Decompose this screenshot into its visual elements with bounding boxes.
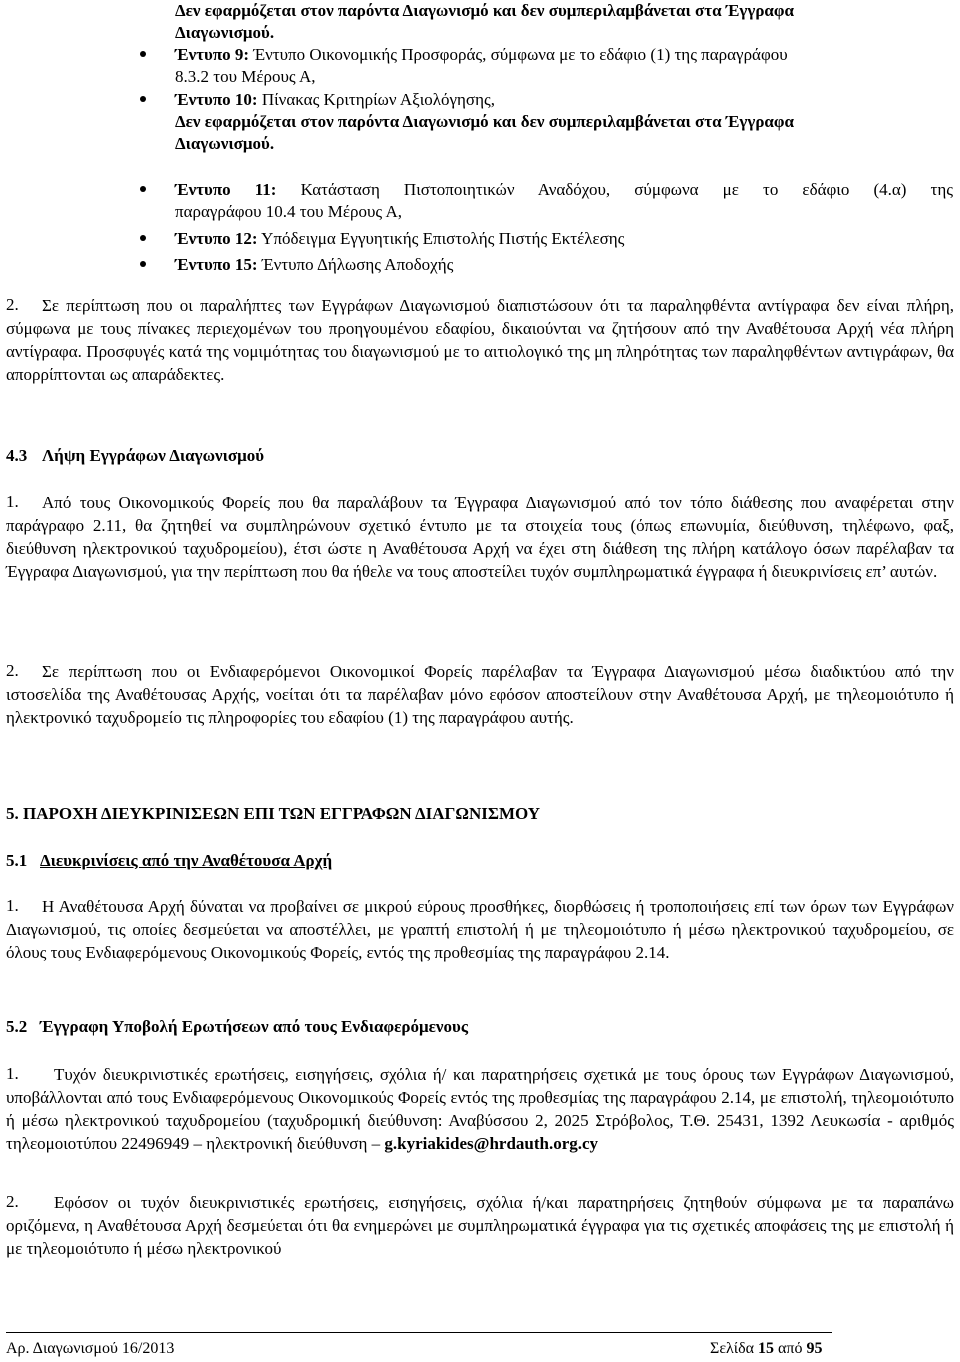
item-number: 2. [6,1192,19,1211]
bullet-item-12 [175,228,624,250]
section-4-3-item-2: Σε περίπτωση που οι Ενδιαφερόμενοι Οικονομικοί Φορείς παρέλαβαν τα Έγγραφα Διαγωνισμού μέσω διαδικτύου από την ιστοσελίδα της Αναθέτουσας Αρχής, νοείται ότι τα παρέλαβαν μόνο εφόσον αποστείλουν στην Αναθέτουσα Αρχή, με τηλεομοιότυπο ή ηλεκτρονικό ταχυδρομείο τις πληροφορίες του εδαφίου (1) της παραγράφου αυτής. [6,662,954,727]
bullet-label: Έντυπο 9: [175,45,250,64]
email-address: g.kyriakides@hrdauth.org.cy [384,1134,599,1153]
section-5-1-item-1: Η Αναθέτουσα Αρχή δύναται να προβαίνει σε μικρού εύρους προσθήκες, διορθώσεις ή τροποποιήσεις επί των όρων των Εγγράφων Διαγωνισμού, τις οποίες δεσμεύεται να αποστέλλει, με γραπτή επιστολή ή με τηλεομοιότυπο ή μέσω ηλεκτρονικού ταχυδρομείου, σε όλους τους Ενδιαφερόμενους Οικονομικούς Φορείς, εντός της προθεσμίας της παραγράφου 2.14. [6,897,954,962]
bullet-dot [140,51,146,57]
footer-page-number: 15 [758,1340,775,1357]
footer-page-mid: από [774,1340,807,1357]
bullet-label: Έντυπο 10: [175,90,258,109]
bullet-dot [140,261,146,267]
para-number: 2. [6,295,19,314]
footer-page-prefix: Σελίδα [710,1340,759,1357]
top-block-line2: Διαγωνισμού. [175,23,275,42]
bullet-text: Πίνακας Κριτηρίων Αξιολόγησης, [257,90,495,109]
bullet-dot [140,235,146,241]
bullet-item-9-cont: 8.3.2 του Μέρους Α, [175,67,316,86]
item-number: 1. [6,1064,19,1083]
para-receivers: Σε περίπτωση που οι παραλήπτες των Εγγράφων Διαγωνισμού διαπιστώσουν ότι τα παραληφθέντα αντίγραφα δεν είναι πλήρη, σύμφωνα με τους πίνακες περιεχομένων του προηγουμένου εδαφίου, δικαιούνται να ζητήσουν από την Αναθέτουσα Αρχή νέα πλήρη αντίγραφα. Προσφυγές κατά της νομιμότητας του διαγωνισμού με το αιτιολογικό της μη πληρότητας των παραληφθέντων αντιγράφων, θα απορρίπτονται ως απαράδεκτες. [6,296,954,384]
section-4-3-number: 4.3 [6,446,28,465]
item-number: 1. [6,492,19,511]
bullet-item-9 [175,44,955,66]
section-5-1-title: Διευκρινίσεις από την Αναθέτουσα Αρχή [40,851,333,870]
bullet-text: Έντυπο Δήλωσης Αποδοχής [257,255,454,274]
bullet-item-10-cont1: Δεν εφαρμόζεται στον παρόντα Διαγωνισμό και δεν συμπεριλαμβάνεται στα Έγγραφα [175,112,794,131]
section-5-2-item-2: Εφόσον οι τυχόν διευκρινιστικές ερωτήσεις, εισηγήσεις, σχόλια ή/και παρατηρήσεις ζητηθούν σύμφωνα με τα παραπάνω οριζόμενα, η Αναθέτουσα Αρχή δεσμεύεται ότι θα ενημερώνει με συμπληρωματικά έγγραφα για τις σχετικές αποφάσεις της με επιστολή ή με τηλεομοιότυπο ή μέσω ηλεκτρονικού [6,1193,954,1258]
bullet-item-11 [175,179,953,201]
section-5-2-item-1 [6,1063,954,1155]
section-5-1-number: 5.1 [6,851,28,870]
footer-page-indicator [710,1338,822,1360]
bullet-label: Έντυπο 11: [175,180,277,199]
bullet-label: Έντυπο 15: [175,255,258,274]
item-number: 1. [6,896,19,915]
bullet-item-10 [175,89,495,111]
bullet-text: Υπόδειγμα Εγγυητικής Επιστολής Πιστής Εκτέλεσης [257,229,625,248]
section-5-2-title: Έγγραφη Υποβολή Ερωτήσεων από τους Ενδιαφερόμενους [40,1017,468,1036]
footer-page-total: 95 [806,1340,823,1357]
footer-divider [6,1332,832,1333]
bullet-dot [140,186,146,192]
bullet-text: Έντυπο Οικονομικής Προσφοράς, σύμφωνα με το εδάφιο (1) της παραγράφου [249,45,788,64]
bullet-label: Έντυπο 12: [175,229,258,248]
bullet-text: Κατάσταση Πιστοποιητικών Αναδόχου, σύμφωνα με το εδάφιο (4.α) της [276,180,954,199]
bullet-item-11-cont: παραγράφου 10.4 του Μέρους Α, [175,202,402,221]
section-4-3-item-1: Από τους Οικονομικούς Φορείς που θα παραλάβουν τα Έγγραφα Διαγωνισμού από τον τόπο διάθεσης που αναφέρεται στην παράγραφο 2.11, θα ζητηθεί να συμπληρώνουν σχετικό έντυπο με τα στοιχεία τους (όπως επωνυμία, διεύθυνση, τηλέφωνο, φαξ, διεύθυνση ηλεκτρονικού ταχυδρομείου), έτσι ώστε η Αναθέτουσα Αρχή να έχει στη διάθεση της πλήρη κατάλογο όσων παρέλαβαν τα Έγγραφα Διαγωνισμού, για την περίπτωση που θα ήθελε να τους αποστείλει τυχόν συμπληρωματικά έγγραφα ή διευκρινίσεις επ’ αυτών. [6,493,954,581]
section-5-2-number: 5.2 [6,1017,28,1036]
bullet-dot [140,96,146,102]
footer-tender-number: Αρ. Διαγωνισμού 16/2013 [6,1340,175,1357]
top-block-line1: Δεν εφαρμόζεται στον παρόντα Διαγωνισμό και δεν συμπεριλαμβάνεται στα Έγγραφα [175,1,794,20]
bullet-item-15 [175,254,453,276]
item-number: 2. [6,661,19,680]
section-5-title: 5. ΠΑΡΟΧΗ ΔΙΕΥΚΡΙΝΙΣΕΩΝ ΕΠΙ ΤΩΝ ΕΓΓΡΑΦΩΝ ΔΙΑΓΩΝΙΣΜΟΥ [6,804,541,823]
item-text: Τυχόν διευκρινιστικές ερωτήσεις, εισηγήσεις, σχόλια ή/ και παρατηρήσεις σχετικά με τους όρους των Εγγράφων Διαγωνισμού, υποβάλλονται από τους Ενδιαφερόμενους Οικονομικούς Φορείς εντός της προθεσμίας της παραγράφου 2.14, με επιστολή, τηλεομοιότυπο ή μέσω ηλεκτρονικού ταχυδρομείου (ταχυδρομική διεύθυνση: Αναβύσσου 2, 2025 Στρόβολος, Τ.Θ. 25431, 1392 Λευκωσία - αριθμός τηλεομοιοτύπου 22496949 – ηλεκτρονική διεύθυνση – [6,1065,954,1153]
bullet-item-10-cont2: Διαγωνισμού. [175,134,275,153]
section-4-3-title: Λήψη Εγγράφων Διαγωνισμού [42,446,265,465]
